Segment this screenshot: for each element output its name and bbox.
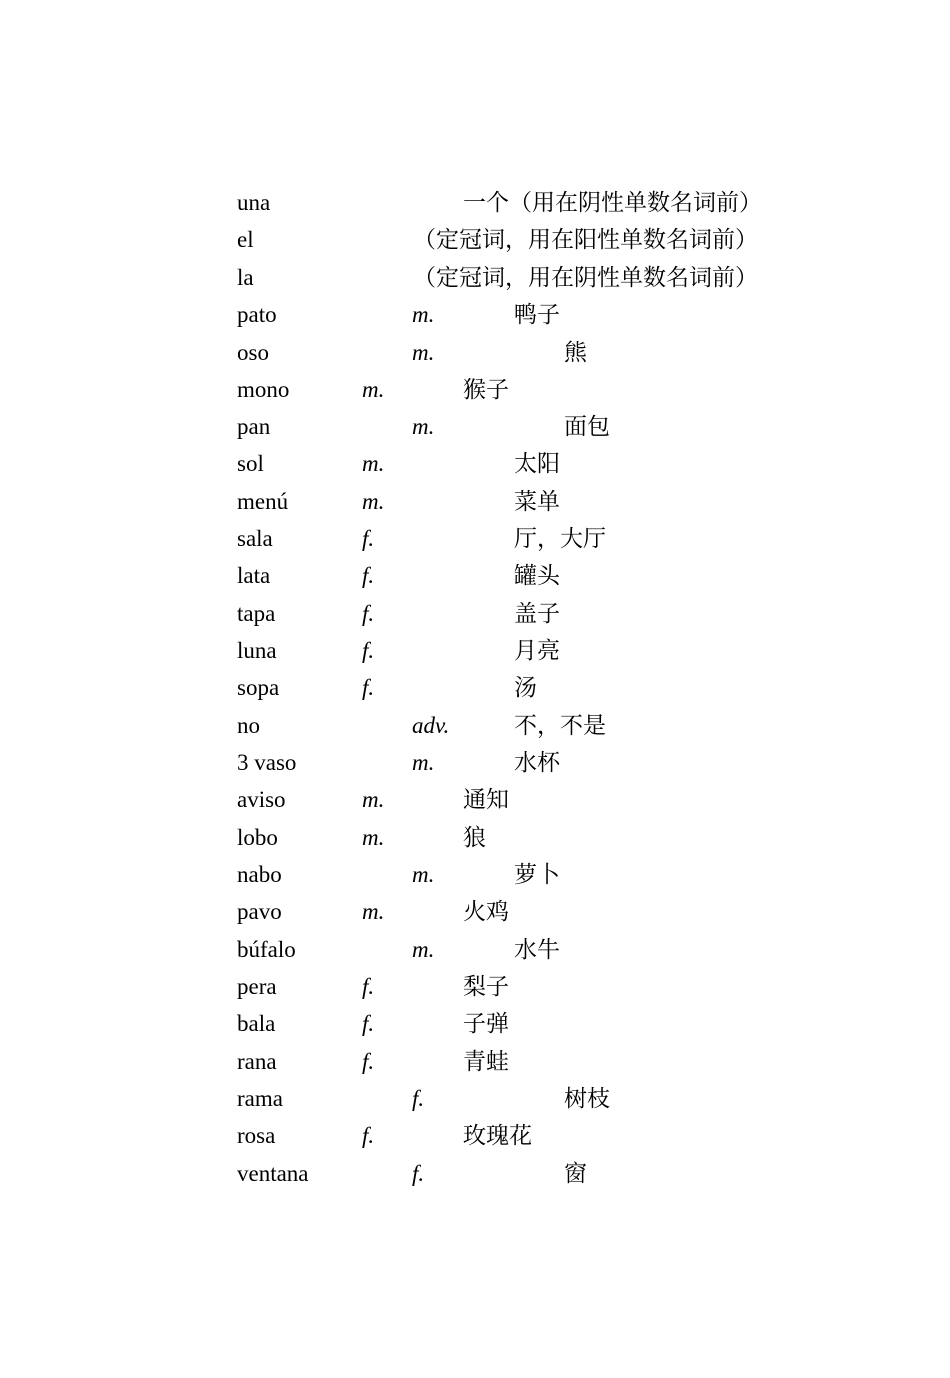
spanish-word: lobo: [237, 825, 278, 850]
chinese-meaning: （定冠词，用在阳性单数名词前）: [413, 227, 758, 253]
chinese-meaning: 狼: [463, 825, 486, 851]
vocab-entry: [0, 484, 950, 520]
vocab-entry: [0, 446, 950, 482]
spanish-word: menú: [237, 489, 289, 514]
spanish-word: pan: [237, 414, 271, 439]
chinese-meaning: 太阳: [514, 451, 560, 477]
vocab-entry: [0, 297, 950, 333]
part-of-speech: f.: [362, 1011, 375, 1036]
part-of-speech: m.: [412, 862, 435, 887]
part-of-speech: f.: [362, 1123, 375, 1148]
spanish-word: rana: [237, 1049, 277, 1074]
spanish-word: una: [237, 190, 271, 215]
vocab-entry: [0, 857, 950, 893]
vocab-entry: [0, 409, 950, 445]
vocab-entry: [0, 670, 950, 706]
vocab-entry: [0, 521, 950, 557]
part-of-speech: f.: [412, 1086, 425, 1111]
vocab-entry: [0, 633, 950, 669]
part-of-speech: f.: [362, 675, 375, 700]
chinese-meaning: 青蛙: [463, 1049, 509, 1075]
part-of-speech: f.: [412, 1161, 425, 1186]
part-of-speech: m.: [362, 451, 385, 476]
spanish-word: aviso: [237, 787, 286, 812]
chinese-meaning: 菜单: [514, 489, 560, 515]
chinese-meaning: 鸭子: [514, 302, 560, 328]
chinese-meaning: 一个（用在阴性单数名词前）: [463, 190, 762, 216]
part-of-speech: m.: [362, 825, 385, 850]
chinese-meaning: 汤: [514, 675, 537, 701]
chinese-meaning: 通知: [463, 787, 509, 813]
vocab-entry: [0, 708, 950, 744]
spanish-word: ventana: [237, 1161, 309, 1186]
spanish-word: luna: [237, 638, 277, 663]
spanish-word: tapa: [237, 601, 276, 626]
chinese-meaning: 面包: [564, 414, 610, 440]
chinese-meaning: 厅，大厅: [514, 526, 606, 552]
part-of-speech: m.: [362, 787, 385, 812]
spanish-word: pavo: [237, 899, 282, 924]
spanish-word: el: [237, 227, 254, 252]
part-of-speech: m.: [412, 302, 435, 327]
vocab-entry: [0, 596, 950, 632]
spanish-word: no: [237, 713, 260, 738]
vocab-entry: [0, 1006, 950, 1042]
spanish-word: rama: [237, 1086, 283, 1111]
spanish-word: sol: [237, 451, 264, 476]
spanish-word: pato: [237, 302, 277, 327]
vocab-entry: [0, 185, 950, 221]
chinese-meaning: 猴子: [463, 377, 509, 403]
spanish-word: mono: [237, 377, 290, 402]
part-of-speech: adv.: [412, 713, 450, 738]
chinese-meaning: 月亮: [514, 638, 560, 664]
part-of-speech: m.: [362, 489, 385, 514]
vocab-entry: [0, 222, 950, 258]
part-of-speech: m.: [412, 937, 435, 962]
spanish-word: lata: [237, 563, 271, 588]
spanish-word: oso: [237, 340, 269, 365]
chinese-meaning: 熊: [564, 340, 587, 366]
chinese-meaning: 火鸡: [463, 899, 509, 925]
spanish-word: pera: [237, 974, 277, 999]
part-of-speech: f.: [362, 601, 375, 626]
vocab-entry: [0, 372, 950, 408]
part-of-speech: f.: [362, 638, 375, 663]
chinese-meaning: （定冠词，用在阴性单数名词前）: [413, 265, 758, 291]
vocab-entry: [0, 782, 950, 818]
part-of-speech: m.: [412, 414, 435, 439]
part-of-speech: f.: [362, 526, 375, 551]
spanish-word: bala: [237, 1011, 276, 1036]
part-of-speech: m.: [362, 899, 385, 924]
vocab-entry: [0, 1118, 950, 1154]
spanish-word: sopa: [237, 675, 280, 700]
vocab-entry: [0, 1081, 950, 1117]
spanish-word: búfalo: [237, 937, 296, 962]
chinese-meaning: 玫瑰花: [463, 1123, 532, 1149]
chinese-meaning: 罐头: [514, 563, 560, 589]
chinese-meaning: 盖子: [514, 601, 560, 627]
chinese-meaning: 不，不是: [514, 713, 606, 739]
spanish-word: 3 vaso: [237, 750, 297, 775]
vocab-entry: [0, 1156, 950, 1192]
vocab-entry: [0, 745, 950, 781]
spanish-word: sala: [237, 526, 273, 551]
part-of-speech: f.: [362, 974, 375, 999]
vocab-entry: [0, 932, 950, 968]
part-of-speech: m.: [412, 750, 435, 775]
vocab-entry: [0, 260, 950, 296]
part-of-speech: f.: [362, 1049, 375, 1074]
chinese-meaning: 萝卜: [514, 862, 560, 888]
spanish-word: rosa: [237, 1123, 276, 1148]
chinese-meaning: 梨子: [463, 974, 509, 1000]
chinese-meaning: 子弹: [463, 1011, 509, 1037]
vocab-entry: [0, 894, 950, 930]
part-of-speech: f.: [362, 563, 375, 588]
part-of-speech: m.: [412, 340, 435, 365]
chinese-meaning: 水牛: [514, 937, 560, 963]
vocab-entry: [0, 969, 950, 1005]
part-of-speech: m.: [362, 377, 385, 402]
spanish-word: la: [237, 265, 254, 290]
vocab-entry: [0, 335, 950, 371]
spanish-word: nabo: [237, 862, 282, 887]
chinese-meaning: 窗: [564, 1161, 587, 1187]
chinese-meaning: 树枝: [564, 1086, 610, 1112]
vocab-entry: [0, 1044, 950, 1080]
vocab-entry: [0, 558, 950, 594]
chinese-meaning: 水杯: [514, 750, 560, 776]
vocab-entry: [0, 820, 950, 856]
